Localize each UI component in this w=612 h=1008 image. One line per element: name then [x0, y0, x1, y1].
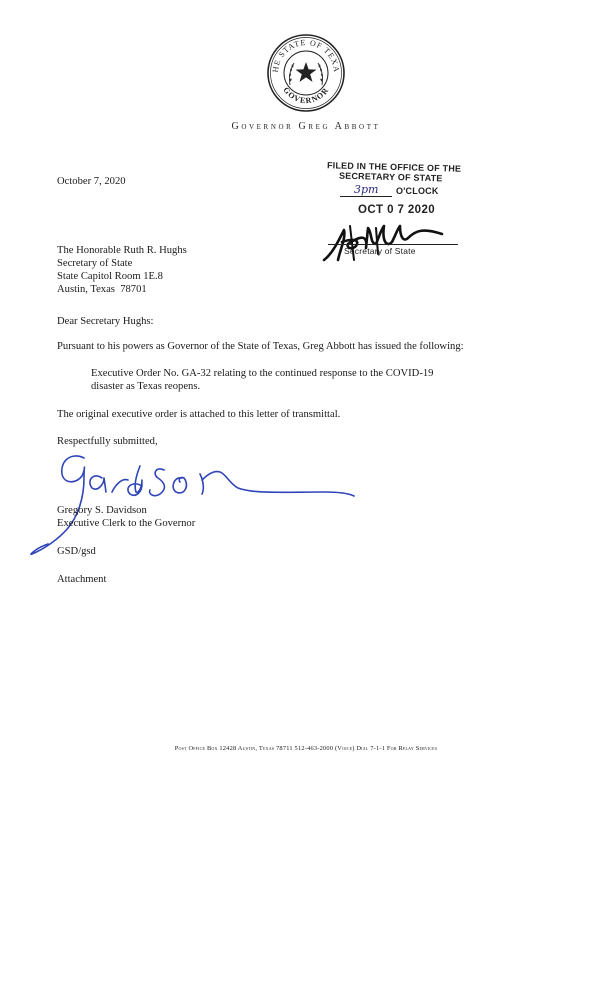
order-line-2: disaster as Texas reopens.: [91, 381, 201, 392]
recipient-city: Austin, Texas 78701: [57, 284, 147, 295]
letter-date: October 7, 2020: [57, 176, 126, 187]
enclosure: Attachment: [57, 574, 107, 585]
seal-graphic: [266, 33, 346, 113]
signer-title: Executive Clerk to the Governor: [57, 518, 196, 529]
stamp-line2: SECRETARY OF STATE: [338, 170, 443, 184]
seal-bottom-text: GOVERNOR: [281, 85, 331, 106]
stamp-signature-label: Secretary of State: [344, 246, 416, 256]
stamp-time-line: [340, 183, 470, 198]
recipient-room: State Capitol Room 1E.8: [57, 271, 163, 282]
stamp-signature: [320, 214, 460, 268]
seal-top-text: HE STATE OF TEXA: [270, 37, 342, 74]
stamp-time-blank: [340, 196, 392, 197]
letterhead-name: Governor Greg Abbott: [231, 121, 381, 132]
recipient-title: Secretary of State: [57, 258, 133, 269]
footer-address: Post Office Box 12428 Austin, Texas 78711 512-463-2000 (Voice) Dial 7-1-1 For Relay Services: [174, 745, 438, 752]
stamp-date: OCT 0 7 2020: [358, 204, 436, 216]
stamp-line1: FILED IN THE OFFICE OF THE: [326, 160, 462, 174]
state-seal: [266, 33, 346, 113]
signer-name: Gregory S. Davidson: [57, 505, 147, 516]
svg-text:THE STATE OF TEXAS: [266, 33, 341, 73]
initials: GSD/gsd: [57, 546, 96, 557]
stamp-time-handwritten: 3pm: [354, 183, 379, 196]
recipient-address: [57, 244, 317, 296]
closing: Respectfully submitted,: [57, 436, 158, 447]
star-icon: [296, 62, 317, 82]
stamp-signature-line: [328, 244, 458, 245]
stamp-oclock: O'CLOCK: [396, 186, 439, 196]
salutation: Dear Secretary Hughs:: [57, 316, 154, 327]
executive-order-item: [91, 367, 561, 393]
attached-note: The original executive order is attached to this letter of transmittal.: [57, 409, 341, 420]
order-line-1: Executive Order No. GA-32 relating to the continued response to the COVID-19: [91, 368, 434, 379]
intro-paragraph: Pursuant to his powers as Governor of the State of Texas, Greg Abbott has issued the following:: [57, 341, 464, 352]
filing-stamp: [322, 160, 472, 260]
recipient-name: The Honorable Ruth R. Hughs: [57, 245, 187, 256]
